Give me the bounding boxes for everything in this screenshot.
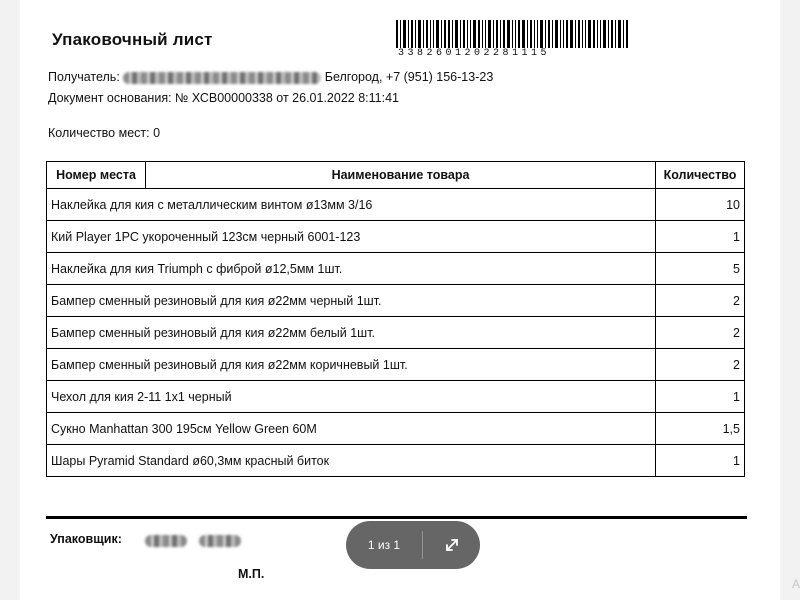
table-row <box>47 413 745 445</box>
row-quantity: 1 <box>656 381 745 413</box>
row-item-name: Шары Pyramid Standard ø60,3мм красный биток <box>47 445 656 477</box>
table-row <box>47 285 745 317</box>
header-item-name: Наименование товара <box>146 162 656 189</box>
row-quantity: 2 <box>656 349 745 381</box>
table-row <box>47 349 745 381</box>
stamp-label: М.П. <box>238 567 265 581</box>
header-place-number: Номер места <box>47 162 146 189</box>
recipient-name-redacted <box>123 72 321 84</box>
basis-label: Документ основания: <box>48 91 172 105</box>
places-label: Количество мест: <box>48 126 150 140</box>
row-quantity: 1,5 <box>656 413 745 445</box>
places-value: 0 <box>153 126 161 140</box>
recipient-value: Белгород, +7 (951) 156-13-23 <box>324 70 494 84</box>
row-item-name: Бампер сменный резиновый для кия ø22мм белый 1шт. <box>47 317 656 349</box>
row-item-name: Чехол для кия 2-11 1х1 черный <box>47 381 656 413</box>
document-title: Упаковочный лист <box>52 30 213 49</box>
row-item-name: Бампер сменный резиновый для кия ø22мм черный 1шт. <box>47 285 656 317</box>
row-quantity: 1 <box>656 445 745 477</box>
table-row <box>47 317 745 349</box>
table-row <box>47 445 745 477</box>
items-table <box>46 161 745 477</box>
table-row <box>47 221 745 253</box>
row-item-name: Сукно Manhattan 300 195см Yellow Green 60M <box>47 413 656 445</box>
row-quantity: 2 <box>656 317 745 349</box>
table-row <box>47 189 745 221</box>
expand-button[interactable] <box>423 537 480 553</box>
table-row <box>47 253 745 285</box>
basis-line <box>48 91 399 105</box>
row-item-name: Кий Player 1PC укороченный 123см черный 6001-123 <box>47 221 656 253</box>
packer-name-redacted <box>145 532 241 550</box>
header-quantity: Количество <box>656 162 745 189</box>
row-quantity: 10 <box>656 189 745 221</box>
row-quantity: 5 <box>656 253 745 285</box>
corner-text: А <box>791 577 800 591</box>
basis-value: № ХСВ00000338 от 26.01.2022 8:11:41 <box>175 91 399 105</box>
barcode-number: 3382601202281115 <box>398 48 551 59</box>
table-header-row <box>47 162 745 189</box>
barcode-image <box>396 20 628 48</box>
row-quantity: 1 <box>656 221 745 253</box>
footer-divider <box>46 516 747 519</box>
row-item-name: Бампер сменный резиновый для кия ø22мм коричневый 1шт. <box>47 349 656 381</box>
row-item-name: Наклейка для кия Triumph с фиброй ø12,5мм 1шт. <box>47 253 656 285</box>
page-indicator: 1 из 1 <box>367 538 401 552</box>
row-quantity: 2 <box>656 285 745 317</box>
table-row <box>47 381 745 413</box>
recipient-label: Получатель: <box>48 70 120 84</box>
expand-icon <box>444 537 460 553</box>
row-item-name: Наклейка для кия с металлическим винтом ø13мм 3/16 <box>47 189 656 221</box>
packer-label: Упаковщик: <box>50 532 122 546</box>
places-line <box>48 126 160 140</box>
page-viewer-toolbar <box>346 521 480 569</box>
recipient-line <box>48 70 493 84</box>
document-page <box>20 0 780 600</box>
